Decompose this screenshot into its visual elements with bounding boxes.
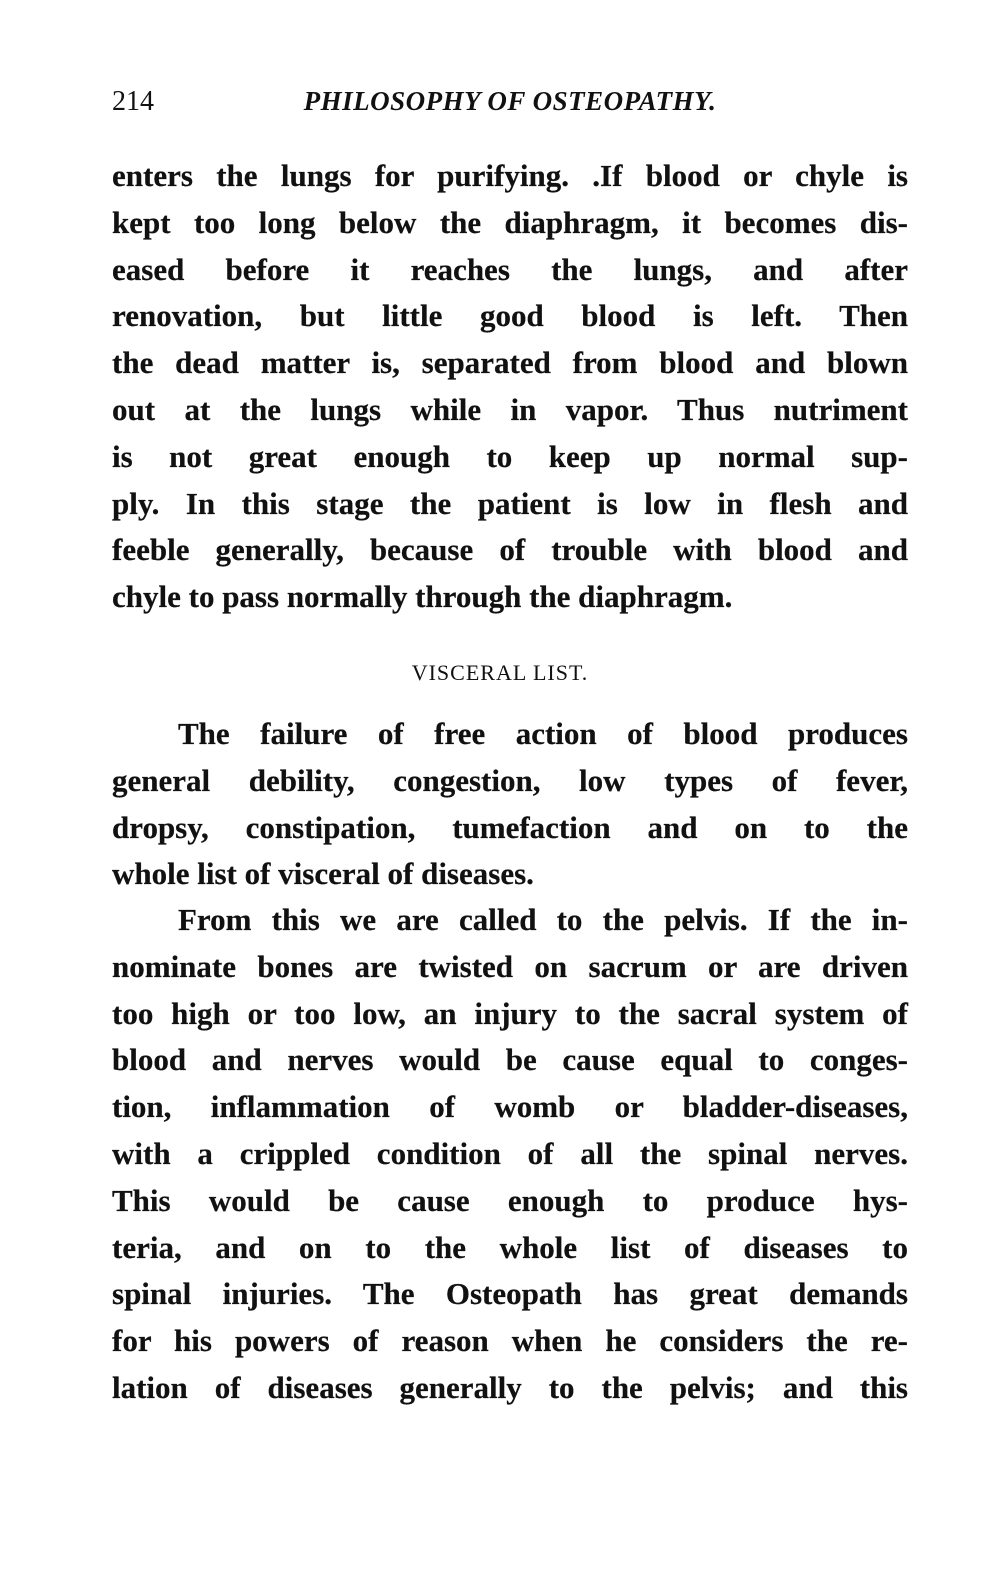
text-line: eased before it reaches the lungs, and after [112, 251, 908, 287]
text-line: lation of diseases generally to the pelvis; and this [112, 1370, 908, 1405]
text-line: The failure of free action of blood produces [178, 716, 908, 751]
text-line: enters the lungs for purifying. .If blood or chyle is [112, 158, 908, 193]
text-line: with a crippled condition of all the spinal nerves. [112, 1136, 908, 1171]
page-number: 214 [112, 86, 154, 117]
text-line: is not great enough to keep up normal sup- [112, 438, 908, 474]
text-line: nominate bones are twisted on sacrum or are driven [112, 948, 908, 984]
text-line: chyle to pass normally through the diaphragm. [112, 579, 733, 615]
text-line: This would be cause enough to produce hys- [112, 1182, 908, 1218]
text-line: general debility, congestion, low types of fever, [112, 762, 908, 798]
running-title: PHILOSOPHY OF OSTEOPATHY. [303, 86, 717, 116]
text-line: dropsy, constipation, tumefaction and on to the [112, 809, 908, 845]
text-line: too high or too low, an injury to the sacral system of [112, 995, 908, 1031]
text-line: renovation, but little good blood is left. Then [112, 298, 908, 334]
text-line: From this we are called to the pelvis. If the in- [178, 902, 908, 937]
text-line: whole list of visceral of diseases. [112, 856, 534, 892]
text-line: tion, inflammation of womb or bladder-diseases, [112, 1089, 908, 1125]
text-line: teria, and on to the whole list of diseases to [112, 1229, 908, 1265]
text-line: blood and nerves would be cause equal to conges- [112, 1042, 908, 1078]
section-heading: VISCERAL LIST. [411, 660, 589, 685]
text-line: for his powers of reason when he considers the re- [112, 1323, 908, 1359]
text-line: kept too long below the diaphragm, it becomes dis- [112, 204, 908, 240]
text-line: spinal injuries. The Osteopath has great demands [112, 1276, 908, 1312]
text-line: the dead matter is, separated from blood and blown [112, 345, 908, 381]
text-line: ply. In this stage the patient is low in flesh and [112, 485, 908, 521]
text-line: out at the lungs while in vapor. Thus nutriment [112, 392, 908, 427]
text-line: feeble generally, because of trouble with blood and [112, 532, 908, 568]
